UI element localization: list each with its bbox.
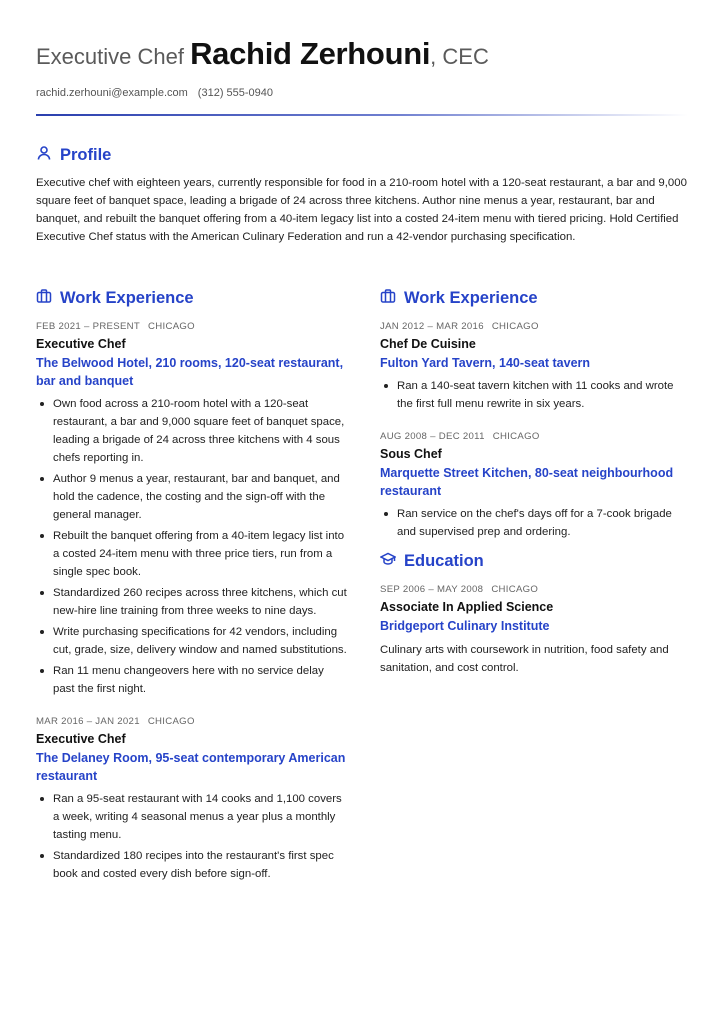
job-bullet: Author 9 menus a year, restaurant, bar and banquet, and hold the cadence, the costing and the sign-off with the general manager. [36,470,348,524]
job-entry [36,716,348,883]
job-dates: FEB 2021 – PRESENT [36,321,141,332]
job-meta [380,321,690,332]
profile-text: Executive chef with eighteen years, currently responsible for food in a 210-room hotel with a 120-seat restaurant, a bar and 9,000 square feet of banquet space, leading a brigade of 24 across three kitchens. Author nine menus a year, restaurant, bar and banquet, and rebuilt the banquet offering from a 40-item legacy list into a costed 24-item menu with tiered pricing. Hold Certified Executive Chef status with the American Culinary Federation and run a 42-vendor purchasing specification. [36,177,687,243]
education-heading-text: Education [404,552,484,570]
job-bullet: Standardized 260 recipes across three kitchens, which cut new-hire line training from three weeks to nine days. [36,584,348,620]
briefcase-icon [36,288,52,309]
profile-heading-text: Profile [60,146,112,164]
job-bullets [36,395,348,698]
job-dates: MAR 2016 – JAN 2021 [36,716,140,727]
job-location: CHICAGO [492,431,540,442]
job-entry [380,321,690,413]
job-location: CHICAGO [148,321,195,332]
resume-header [36,36,688,99]
job-meta [36,716,348,727]
job-bullets [380,377,690,413]
education-location: CHICAGO [491,584,539,595]
profile-heading [36,145,688,166]
job-role: Executive Chef [36,337,126,351]
job-bullet: Ran 11 menu changeovers here with no service delay past the first night. [36,662,348,698]
header-divider [36,114,688,116]
education-meta [380,584,690,595]
person-icon [36,145,52,166]
job-role: Executive Chef [36,732,126,746]
job-bullets [380,505,690,541]
right-column [380,288,690,677]
job-bullet: Ran a 140-seat tavern kitchen with 11 cooks and wrote the first full menu rewrite in six years. [380,377,690,413]
job-dates: AUG 2008 – DEC 2011 [380,431,485,442]
job-entry [380,431,690,541]
job-bullet: Write purchasing specifications for 42 vendors, including cut, grade, size, delivery window and named substitutions. [36,623,348,659]
work-experience-heading-text: Work Experience [60,289,194,307]
job-bullet: Own food across a 210-room hotel with a 120-seat restaurant, a bar and 9,000 square feet of banquet space, leading a brigade of 24 across three kitchens with 4 sous chefs reporting in. [36,395,348,467]
job-bullet: Standardized 180 recipes into the restaurant's first spec book and costed every dish before sign-off. [36,847,348,883]
job-bullets [36,790,348,883]
job-bullet: Rebuilt the banquet offering from a 40-item legacy list into a costed 24-item menu with three price tiers, run from a single spec book. [36,527,348,581]
job-title: Executive Chef [36,44,184,69]
left-column [36,288,348,886]
education-school: Bridgeport Culinary Institute [380,619,550,633]
job-organization: The Belwood Hotel, 210 rooms, 120-seat restaurant, bar and banquet [36,356,344,388]
job-organization: Marquette Street Kitchen, 80-seat neighbourhood restaurant [380,466,674,498]
job-role: Chef De Cuisine [380,337,476,351]
email[interactable]: rachid.zerhouni@example.com [36,87,188,99]
job-meta [380,431,690,442]
work-experience-heading [380,288,690,309]
briefcase-icon [380,288,396,309]
job-meta [36,321,348,332]
education-dates: SEP 2006 – MAY 2008 [380,584,484,595]
work-experience-heading-text: Work Experience [404,289,538,307]
full-name: Rachid Zerhouni [190,36,431,71]
job-organization: Fulton Yard Tavern, 140-seat tavern [380,356,591,370]
education-degree: Associate In Applied Science [380,600,554,614]
job-bullet: Ran a 95-seat restaurant with 14 cooks and 1,100 covers a week, writing 4 seasonal menus a year plus a monthly tasting menu. [36,790,348,844]
phone: (312) 555-0940 [197,87,274,99]
education-entry [380,584,690,677]
credential: , CEC [430,44,489,69]
job-bullet: Ran service on the chef's days off for a 7-cook brigade and supervised prep and ordering. [380,505,690,541]
job-entry [36,321,348,698]
name-line [36,36,688,75]
profile-section [36,145,688,246]
graduation-cap-icon [380,551,396,572]
job-location: CHICAGO [147,716,195,727]
job-location: CHICAGO [491,321,539,332]
work-experience-heading [36,288,348,309]
education-heading [380,551,690,572]
education-description: Culinary arts with coursework in nutrition, food safety and sanitation, and cost control. [380,644,669,674]
job-organization: The Delaney Room, 95-seat contemporary American restaurant [36,751,346,783]
contact-line [36,87,688,99]
job-dates: JAN 2012 – MAR 2016 [380,321,484,332]
job-role: Sous Chef [380,447,442,461]
